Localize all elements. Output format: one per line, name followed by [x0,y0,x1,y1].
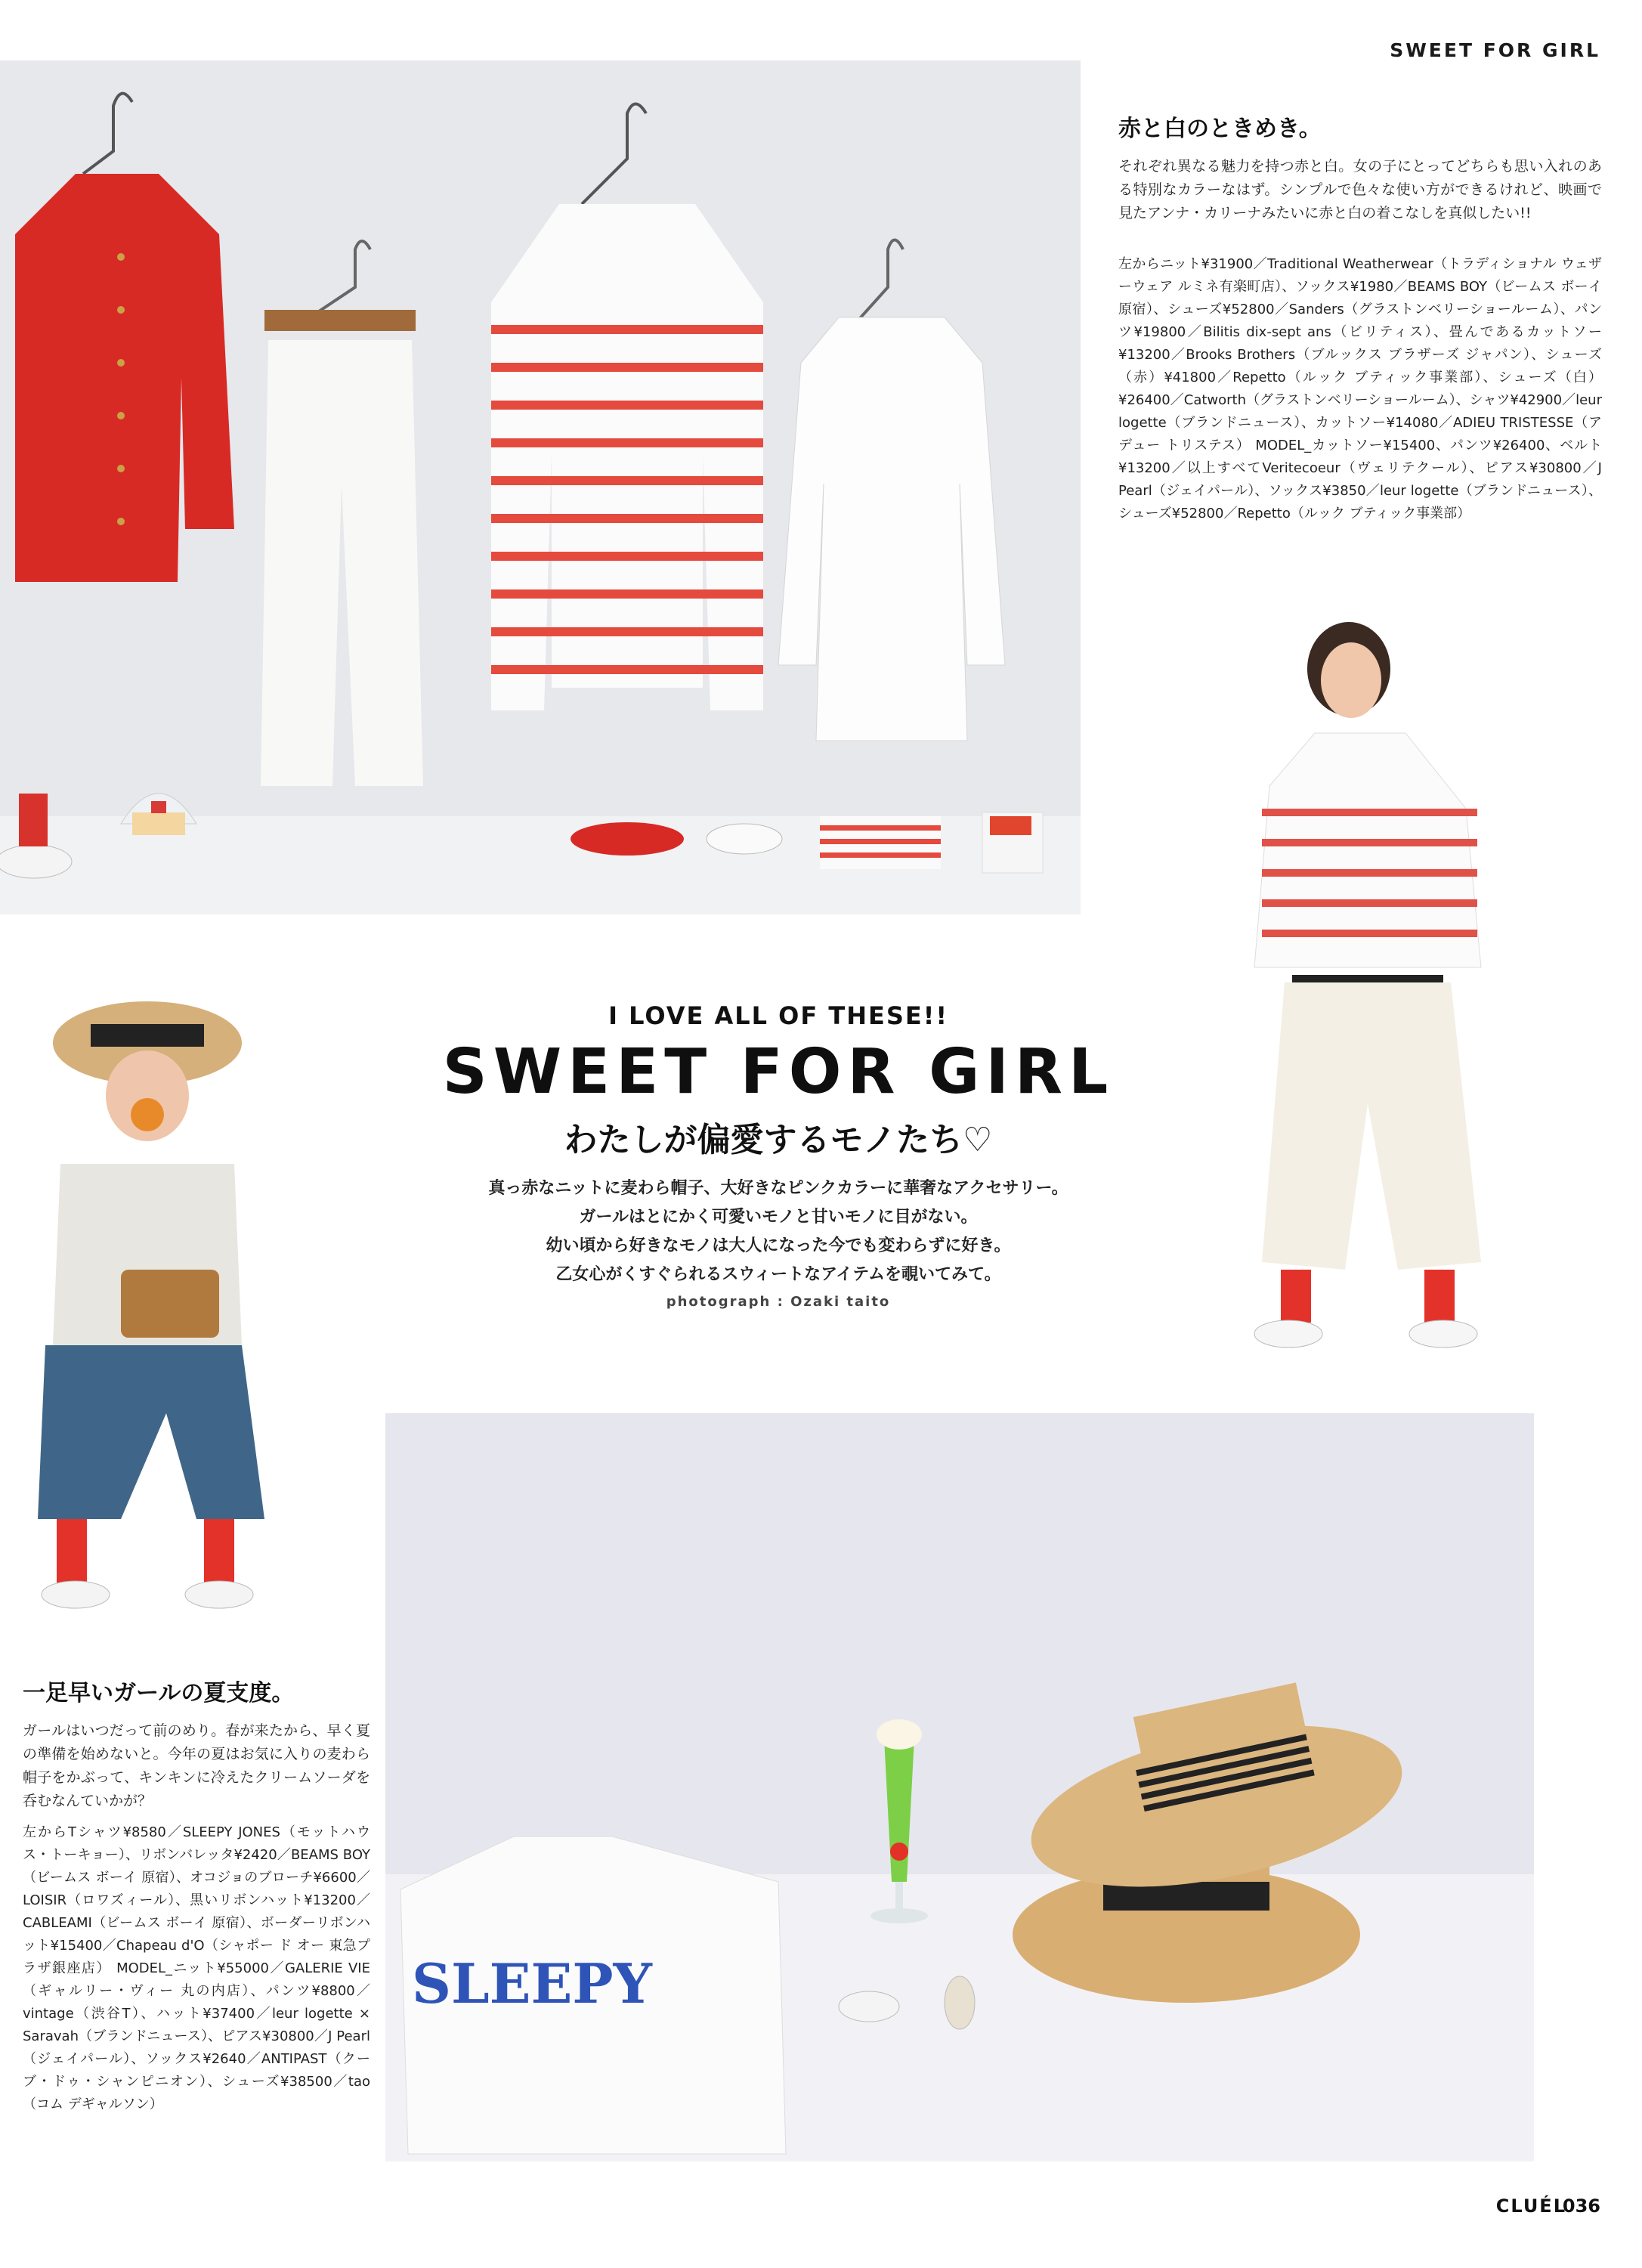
bottom-section-heading: 一足早いガールの夏支度。 [23,1680,295,1706]
model-straw-hat-photo [15,990,302,1685]
lead-line: 乙女心がくすぐられるスウィートなアイテムを覗いてみて。 [555,1265,1001,1284]
bottom-section-body: ガールはいつだって前のめり。春が来たから、早く夏の準備を始めないと。今年の夏はお気に入りの麦わら帽子をかぶって、キンキンに冷えたクリームソーダを呑むなんていかが？ [23,1722,370,1809]
top-section-body: それぞれ異なる魅力を持つ赤と白。女の子にとってどちらも思い入れのある特別なカラーなはず。シンプルで色々な使い方ができるけれど、映画で見たアンナ・カリーナみたいに赤と白の着こなしを真似したい!! [1118,158,1602,221]
lead-line: 幼い頃から好きなモノは大人になった今でも変わらずに好き。 [546,1236,1011,1255]
photo-credit: photograph : Ozaki taito [666,1294,891,1310]
section-tag: SWEET FOR GIRL [1390,39,1600,61]
feature-title-block [378,1001,1179,1310]
magazine-name: CLUÉL [1495,2195,1566,2217]
hanging-garments-photo [0,60,1081,914]
lead-line: 真っ赤なニットに麦わら帽子、大好きなピンクカラーに華奢なアクセサリー。 [488,1179,1068,1198]
feature-lead [378,1174,1179,1289]
tshirt-print: SLEEPY [412,1951,652,2016]
lead-line: ガールはとにかく可愛いモノと甘いモノに目がない。 [579,1208,978,1227]
feature-kicker: I LOVE ALL OF THESE!! [608,1001,948,1030]
top-section-credits: 左からニット¥31900／Traditional Weatherwear（トラディショナル ウェザーウェア ルミネ有楽町店）、ソックス¥1980／BEAMS BOY（ビームス ボーイ 原宿）、シューズ¥52800／Sanders（グラストンベリーショールーム）、パンツ¥19800／Bilitis dix-sept ans（ビリティス）、畳んであるカットソー¥13200／Brooks Brothers（ブルックス ブラザーズ ジャパン）、シューズ（赤）¥41800／Repetto（ルック ブティック事業部）、シューズ（白）¥26400／Catworth（グラストンベリーショールーム）、シャツ¥42900／leur logette（ブランドニュース）、カットソー¥14080／ADIEU TRISTESSE（アデュー トリステス） MODEL_カットソー¥15400、パンツ¥26400、ベルト¥13200／以上すべてVeritecoeur（ヴェリテクール）、ピアス¥30800／J Pearl（ジェイパール）、ソックス¥3850／leur logette（ブランドニュース）、シューズ¥52800／Repetto（ルック ブティック事業部） [1118,256,1602,521]
feature-title: SWEET FOR GIRL [442,1036,1115,1108]
model-striped-photo [1209,612,1526,1387]
page-number: 036 [1562,2195,1600,2217]
bottom-section-credits: 左からTシャツ¥8580／SLEEPY JONES（モットハウス・トーキョー）、リボンバレッタ¥2420／BEAMS BOY（ビームス ボーイ 原宿）、オコジョのブローチ¥6600／LOISIR（ロワズィール）、黒いリボンハット¥13200／CABLEAMI（ビームス ボーイ 原宿）、ボーダーリボンハット¥15400／Chapeau d'O（シャポー ド オー 東急プラザ銀座店） MODEL_ニット¥55000／GALERIE VIE（ギャルリー・ヴィー 丸の内店）、パンツ¥8800／vintage（渋谷T）、ハット¥37400／leur logette × Saravah（ブランドニュース）、ピアス¥30800／J Pearl（ジェイパール）、ソックス¥2640／ANTIPAST（クーブ・ドゥ・シャンピニオン）、シューズ¥38500／tao（コム デギャルソン） [23,1824,370,2112]
top-section-heading: 赤と白のときめき。 [1118,116,1322,142]
summer-items-photo [385,1413,1534,2161]
feature-subtitle: わたしが偏愛するモノたち♡ [564,1121,993,1159]
